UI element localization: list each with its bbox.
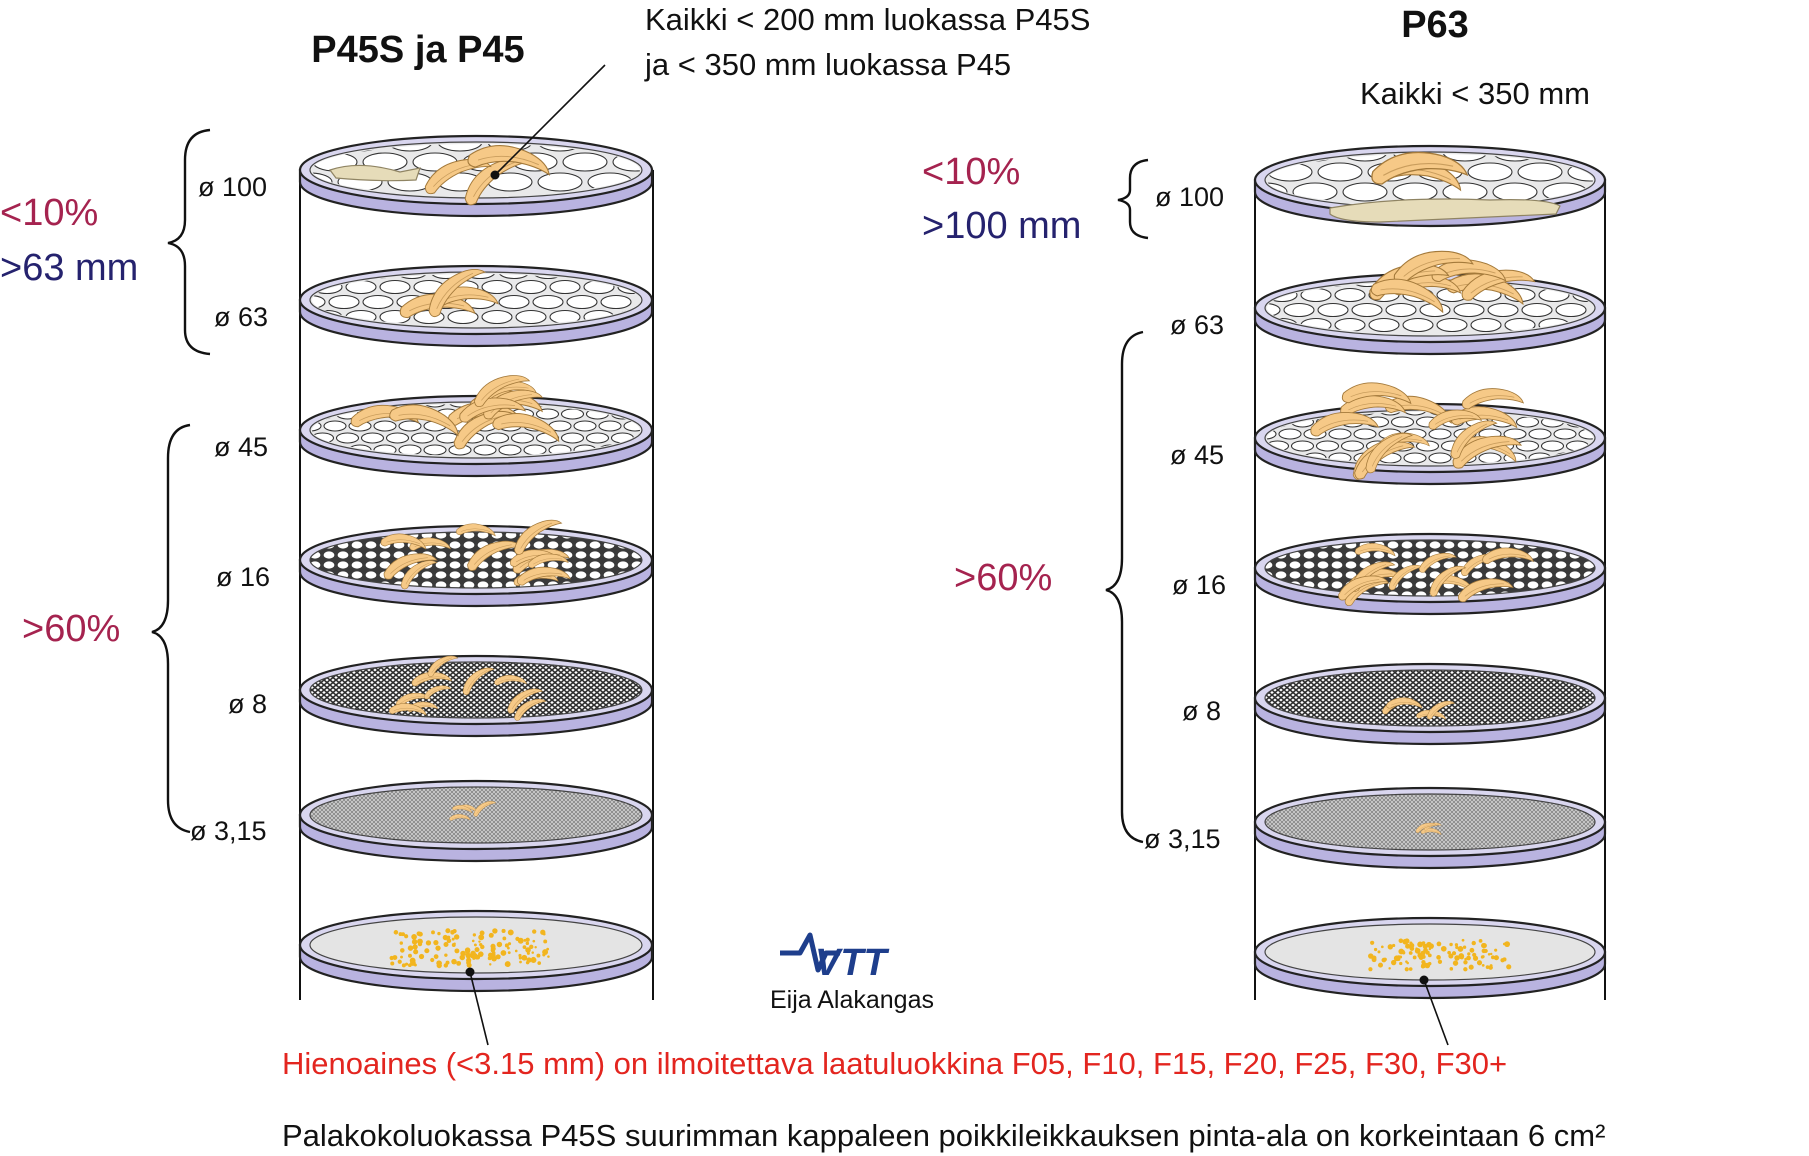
pct-upper-left: <10% <box>0 192 99 234</box>
sieve-floor <box>1265 924 1595 980</box>
sieve-labels-left <box>190 172 270 846</box>
size-upper-left: >63 mm <box>0 247 139 289</box>
leader-dot-note-left <box>491 171 500 180</box>
sieve-tower-p45s <box>288 133 657 1000</box>
vtt-logo-text: VTT <box>815 942 887 984</box>
sieve-holes45 <box>1254 404 1605 484</box>
title-right: P63 <box>1401 4 1469 46</box>
sieve-label: ø 3,15 <box>190 816 267 846</box>
sieve-label: ø 100 <box>1155 182 1225 212</box>
pct-upper-right: <10% <box>922 151 1021 193</box>
sieve-tower-p63 <box>1243 143 1612 1000</box>
pct-lower-left: >60% <box>22 608 121 650</box>
sieve-mesh3 <box>300 781 652 861</box>
logo-author: Eija Alakangas <box>769 986 935 1014</box>
sieve-label: ø 3,15 <box>1144 824 1221 854</box>
sieve-floor <box>1265 794 1595 850</box>
sieve-label: ø 45 <box>214 432 269 462</box>
sieve-label: ø 63 <box>214 302 269 332</box>
fines-note: Hienoaines (<3.15 mm) on ilmoitettava laatuluokkina F05, F10, F15, F20, F25, F30, F30+ <box>282 1046 1508 1081</box>
sieve-label: ø 63 <box>1170 310 1225 340</box>
sieve-mesh8 <box>300 656 652 736</box>
leader-dot-fines-left <box>466 968 475 977</box>
sieve-mesh16 <box>1255 534 1605 614</box>
sieve-label: ø 16 <box>216 562 271 592</box>
sieve-pan <box>1255 918 1605 998</box>
vtt-logo <box>770 935 934 1014</box>
note-right: Kaikki < 350 mm <box>1359 76 1591 111</box>
leader-dot-fines-right <box>1420 976 1429 985</box>
area-note: Palakokoluokassa P45S suurimman kappaleen poikkileikkauksen pinta-ala on korkeintaan 6 cm² <box>282 1118 1606 1153</box>
sieve-label: ø 100 <box>198 172 268 202</box>
brace-upper-right <box>1118 160 1148 238</box>
sieve-label: ø 45 <box>1170 440 1225 470</box>
brace-lower-left <box>152 425 190 832</box>
brace-lower-right <box>1106 332 1143 842</box>
note-left-line1: Kaikki < 200 mm luokassa P45S <box>645 2 1091 37</box>
sieve-label: ø 8 <box>1182 696 1222 726</box>
sieve-labels-right <box>1144 182 1226 854</box>
sieve-mesh8 <box>1255 664 1605 744</box>
pct-lower-right: >60% <box>954 557 1053 599</box>
note-left-line2: ja < 350 mm luokassa P45 <box>645 47 1012 82</box>
sieve-label: ø 16 <box>1172 570 1227 600</box>
sieve-label: ø 8 <box>228 689 268 719</box>
sieve-holes63 <box>295 266 652 347</box>
size-upper-right: >100 mm <box>922 205 1082 247</box>
title-left: P45S ja P45 <box>311 29 525 71</box>
brace-upper-left <box>168 130 210 354</box>
sieve-floor <box>1265 540 1595 596</box>
sieve-floor <box>310 662 642 718</box>
